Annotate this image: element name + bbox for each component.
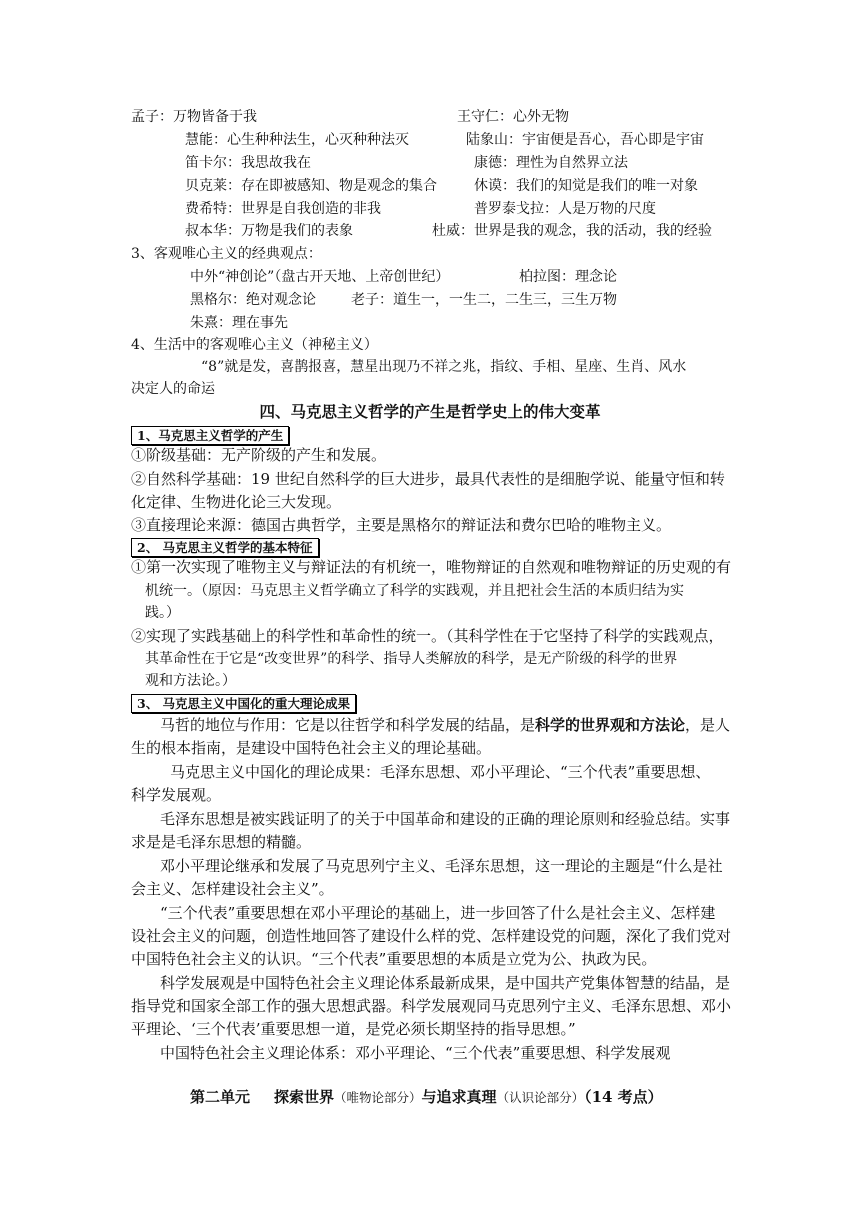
quote-descartes: 笛卡尔：我思故我在	[185, 155, 311, 171]
quote-lu-xiangshan: 陆象山：宇宙便是吾心，吾心即是宇宙	[466, 132, 704, 148]
mysticism-line1: “8”就是发，喜鹊报喜，慧星出现乃不祥之兆，指纹、手相、星座、生肖、风水	[201, 359, 687, 375]
quote-fichte: 费希特：世界是自我创造的非我	[185, 201, 381, 217]
mao-thought-line2: 求是是毛泽东思想的精髓。	[131, 833, 312, 851]
quote-mengzi: 孟子：万物皆备于我	[131, 109, 257, 125]
feature2-line3: 观和方法论。）	[145, 673, 236, 689]
boxed-subheading-origin: 1、马克思主义哲学的产生	[131, 426, 289, 445]
quote-hume: 休谟：我们的知觉是我们的唯一对象	[474, 178, 698, 194]
marxism-role-text-end: ，是人	[685, 716, 731, 734]
para-class-basis: ①阶级基础：无产阶级的产生和发展。	[131, 446, 387, 464]
unit2-heading	[190, 1086, 663, 1109]
objective-idealism-title: 3、客观唯心主义的经典观点：	[131, 246, 322, 262]
unit2-topic-explore: 探索世界	[274, 1088, 335, 1106]
three-represents-line2: 设社会主义的问题，创造性地回答了建设什么样的党、怎样建设党的问题，深化了我们党对	[131, 927, 732, 945]
quote-kant: 康德：理性为自然界立法	[474, 155, 628, 171]
mysticism-title: 4、生活中的客观唯心主义（神秘主义）	[131, 337, 378, 353]
quote-plato: 柏拉图：理念论	[519, 269, 617, 285]
section-heading: 四、马克思主义哲学的产生是哲学史上的伟大变革	[259, 402, 601, 421]
unit2-topic-truth: 与追求真理	[421, 1088, 497, 1106]
feature1-line3: 践。）	[145, 605, 180, 621]
feature1-line2: 机统一。（原因：马克思主义哲学确立了科学的实践观，并且把社会生活的本质归结为实	[145, 583, 684, 599]
mysticism-line2: 决定人的命运	[131, 381, 215, 397]
quote-dewey: 杜威：世界是我的观念，我的活动，我的经验	[432, 223, 712, 239]
boxed-subheading-sinicization: 3、 马克思主义中国化的重大理论成果	[131, 694, 356, 713]
quote-berkeley: 贝克莱：存在即被感知、物是观念的集合	[185, 178, 437, 194]
unit2-label: 第二单元	[190, 1088, 251, 1106]
quote-hegel: 黑格尔：绝对观念论	[190, 292, 316, 308]
mao-thought-line1: 毛泽东思想是被实践证明了的关于中国革命和建设的正确的理论原则和经验总结。实事	[160, 810, 731, 828]
marxism-role-line1	[160, 714, 730, 736]
unit2-epistemology-note: （认识论部分）	[496, 1090, 585, 1105]
marxism-role-bold: 科学的世界观和方法论	[535, 716, 686, 734]
boxed-subheading-features: 2、 马克思主义哲学的基本特征	[131, 538, 319, 557]
para-science-basis-2: 化定律、生物进化论三大发现。	[131, 493, 342, 511]
unit2-exam-points: （14 考点）	[584, 1088, 663, 1106]
quote-protagoras: 普罗泰戈拉：人是万物的尺度	[474, 201, 656, 217]
creation-theory: 中外“神创论”（盘古开天地、上帝创世纪）	[190, 269, 450, 285]
quote-wang-shouren: 王守仁：心外无物	[457, 109, 569, 125]
scientific-outlook-line3: 平理论、‘三个代表’重要思想一道，是党必须长期坚持的指导思想。”	[131, 1020, 576, 1038]
para-theory-source: ③直接理论来源：德国古典哲学，主要是黑格尔的辩证法和费尔巴哈的唯物主义。	[131, 516, 672, 534]
feature2-line1: ②实现了实践基础上的科学性和革命性的统一。（其科学性在于它坚持了科学的实践观点，	[131, 627, 724, 645]
quote-schopenhauer: 叔本华：万物是我们的表象	[185, 223, 353, 239]
unit2-materialism-note: （唯物论部分）	[334, 1090, 422, 1105]
achievements-line1: 马克思主义中国化的理论成果：毛泽东思想、邓小平理论、“三个代表”重要思想、	[170, 763, 711, 781]
marxism-role-line2: 生的根本指南，是建设中国特色社会主义的理论基础。	[131, 739, 492, 757]
marxism-role-text: 马哲的地位与作用：它是以往哲学和科学发展的结晶，是	[160, 716, 536, 734]
quote-huineng: 慧能：心生种种法生，心灭种种法灭	[185, 132, 409, 148]
theory-system-line: 中国特色社会主义理论体系：邓小平理论、“三个代表”重要思想、科学发展观	[160, 1044, 671, 1062]
deng-theory-line1: 邓小平理论继承和发展了马克思列宁主义、毛泽东思想，这一理论的主题是“什么是社	[160, 857, 723, 875]
scientific-outlook-line1: 科学发展观是中国特色社会主义理论体系最新成果，是中国共产党集体智慧的结晶，是	[160, 974, 731, 992]
para-science-basis-1: ②自然科学基础：19 世纪自然科学的巨大进步，最具代表性的是细胞学说、能量守恒和转	[131, 470, 725, 488]
three-represents-line1: “三个代表”重要思想在邓小平理论的基础上，进一步回答了什么是社会主义、怎样建	[160, 904, 716, 922]
quote-laozi: 老子：道生一，一生二，二生三，三生万物	[351, 292, 617, 308]
scientific-outlook-line2: 指导党和国家全部工作的强大思想武器。科学发展观同马克思列宁主义、毛泽东思想、邓小	[131, 997, 732, 1015]
achievements-line2: 科学发展观。	[131, 786, 222, 804]
feature2-line2: 其革命性在于它是“改变世界”的科学、指导人类解放的科学，是无产阶级的科学的世界	[145, 651, 678, 667]
quote-zhuxi: 朱熹：理在事先	[190, 315, 288, 331]
deng-theory-line2: 会主义、怎样建设社会主义”。	[131, 880, 334, 898]
three-represents-line3: 中国特色社会主义的认识。“三个代表”重要思想的本质是立党为公、执政为民。	[131, 950, 657, 968]
feature1-line1: ①第一次实现了唯物主义与辩证法的有机统一，唯物辩证的自然观和唯物辩证的历史观的有	[131, 558, 732, 576]
